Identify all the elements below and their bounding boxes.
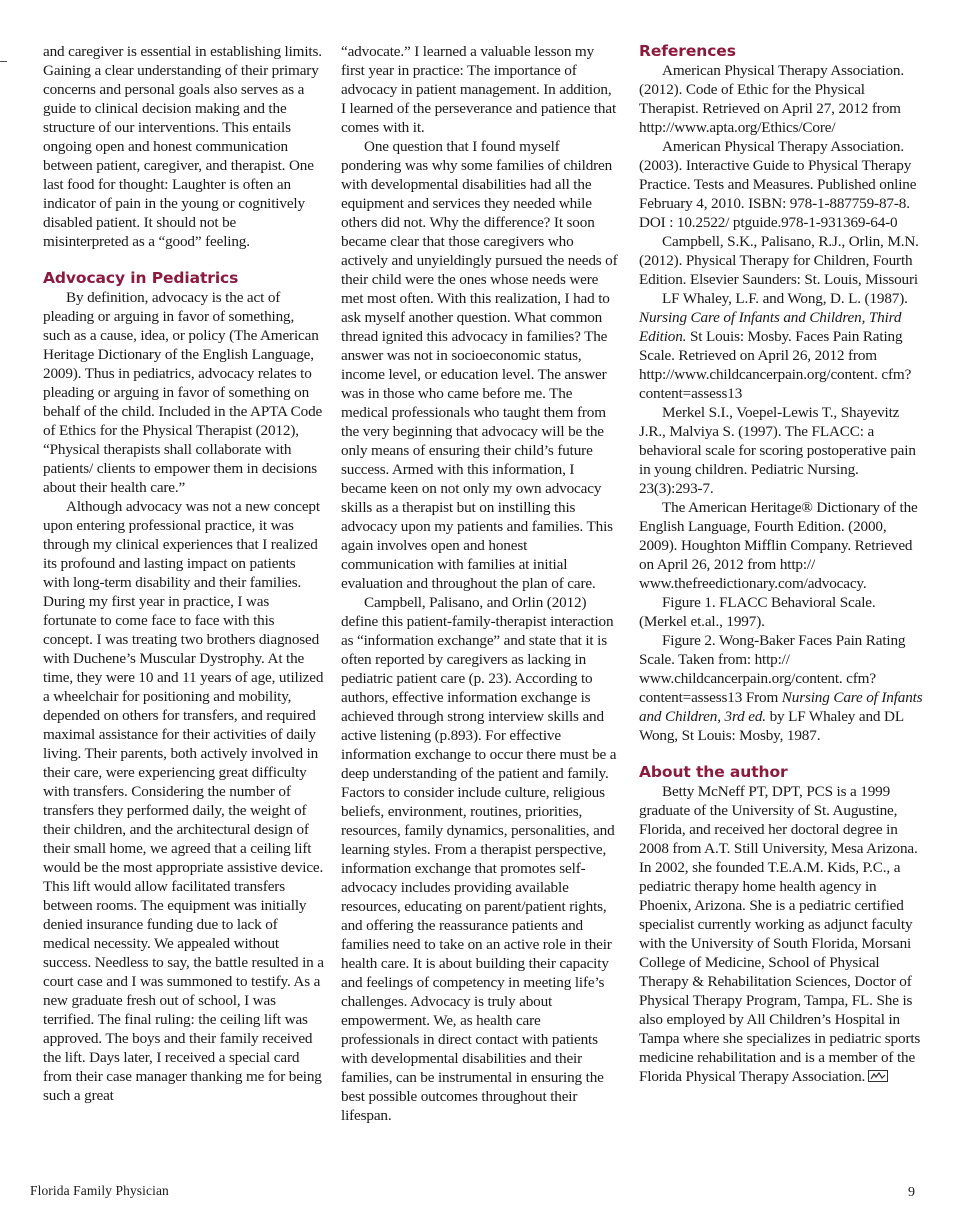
reference-item: Campbell, S.K., Palisano, R.J., Orlin, M.N. (2012). Physical Therapy for Children, Fourth Edition. Elsevier Saunders: St. Louis, Missouri xyxy=(639,233,919,288)
reference-text: Figure 2. Wong-Baker Faces Pain Rating Scale. Taken from: http:// www.childcancerpain.org/content. cfm?content=assess13 From xyxy=(639,632,906,706)
author-bio xyxy=(639,782,923,1086)
reference-text: LF Whaley, L.F. and Wong, D. L. (1987). xyxy=(662,290,908,307)
reference-item xyxy=(639,631,923,745)
reference-text: St Louis: Mosby. Faces Pain Rating Scale. Retrieved on April 26, 2012 from http://www.childcancerpain.org/content. cfm?content=assess13 xyxy=(639,328,912,402)
page-edge-mark xyxy=(0,61,7,62)
column-left xyxy=(43,42,325,1105)
experience-paragraph: Although advocacy was not a new concept upon entering professional practice, it was through my clinical experiences that I realized its profound and lasting impact on patients with long-term disability and their families. During my first year in practice, I was fortunate to come face to face with this concept. I was treating two brothers diagnosed with Duchene’s Muscular Dystrophy. At the time, they were 10 and 11 years of age, utilized a wheelchair for positioning and mobility, depended on others for transfers, and required maximal assistance for their activities of daily living. Their parents, both actively involved in their care, were experiencing great difficulty with transfers. Considering the number of transfers they performed daily, the weight of their children, and the architectural design of their small home, we agreed that a ceiling lift would be the most appropriate assistive device. This lift would allow facilitated transfers between rooms. The equipment was initially denied insurance funding due to lack of medical necessity. We appealed without success. Needless to say, the battle resulted in a court case and I was summoned to testify. As a new graduate fresh out of school, I was terrified. The final ruling: the ceiling lift was approved. The boys and their family received the lift. Days later, I received a special card from their case manager thanking me for being such a great xyxy=(43,498,324,1104)
about-author-heading: About the author xyxy=(639,763,788,781)
intro-paragraph: and caregiver is essential in establishing limits. Gaining a clear understanding of their primary concerns and personal goals also serves as a guide to clinical decision making and the structure of our interventions. This entails ongoing open and honest communication between patient, caregiver, and therapist. One last food for thought: Laughter is often an indicator of pain in the young or cognitively disabled patient. It should not be misinterpreted as a “good” feeling. xyxy=(43,43,322,250)
lesson-paragraph: “advocate.” I learned a valuable lesson my first year in practice: The importance of advocacy in patient management. In addition, I learned of the perseverance and patience that comes with it. xyxy=(341,43,617,136)
references-heading: References xyxy=(639,42,736,60)
reference-item: American Physical Therapy Association. (2012). Code of Ethic for the Physical Therapist. Retrieved on April 27, 2012 from http://www.apta.org/Ethics/Core/ xyxy=(639,62,905,136)
reference-title: Nursing Care of Infants and Children, 3rd ed. xyxy=(639,689,923,725)
question-paragraph: One question that I found myself pondering was why some families of children with developmental disabilities had all the equipment and services they needed while others did not. Why the difference? It soon became clear that those caregivers who actively and unyieldingly pursued the needs of their child were the ones whose needs were met most often. With this realization, I had to ask myself another question. What common thread ignited this advocacy in families? The answer was not in socioeconomic status, income level, or education level. The answer was in those who came before me. The medical professionals who taught them from the very beginning that advocacy will be the only means of ensuring their child’s future success. Armed with this information, I became keen on not only my own advocacy skills as a therapist but on instilling this advocacy upon my patients and families. This again involves open and honest communication with families at initial evaluation and throughout the plan of care. xyxy=(341,138,618,592)
end-of-article-icon xyxy=(868,1070,888,1082)
column-middle xyxy=(341,42,620,1125)
reference-title: Nursing Care of Infants and Children, Third Edition. xyxy=(639,309,902,345)
publication-name: Florida Family Physician xyxy=(30,1183,169,1198)
reference-item: The American Heritage® Dictionary of the English Language, Fourth Edition. (2000, 2009). Houghton Mifflin Company. Retrieved on April 26, 2012 from http:// www.thefreedictionary.com/advocacy. xyxy=(639,499,918,592)
reference-item: Merkel S.I., Voepel-Lewis T., Shayevitz J.R., Malviya S. (1997). The FLACC: a behavioral scale for scoring postoperative pain in young children. Pediatric Nursing. 23(3):293-7. xyxy=(639,404,916,497)
column-right xyxy=(639,42,923,1086)
reference-item xyxy=(639,289,923,403)
definition-paragraph: By definition, advocacy is the act of pleading or arguing in favor of something, such as a cause, idea, or policy (The American Heritage Dictionary of the English Language, 2009). Thus in pediatrics, advocacy relates to pleading or arguing in favor of something on behalf of the child. Included in the APTA Code of Ethics for the Physical Therapist (2012), “Physical therapists shall collaborate with patients/ clients to empower them in decisions about their health care.” xyxy=(43,289,323,496)
page-number: 9 xyxy=(908,1185,915,1200)
reference-item: Figure 1. FLACC Behavioral Scale. (Merkel et.al., 1997). xyxy=(639,594,876,630)
reference-item: American Physical Therapy Association. (2003). Interactive Guide to Physical Therapy Practice. Tests and Measures. Published online February 4, 2010. ISBN: 978-1-887759-87-8. DOI : 10.2522/ ptguide.978-1-931369-64-0 xyxy=(639,138,917,231)
advocacy-heading: Advocacy in Pediatrics xyxy=(43,269,239,287)
information-exchange-paragraph: Campbell, Palisano, and Orlin (2012) define this patient-family-therapist interaction as “information exchange” and state that it is often reported by caregivers as lacking in pediatric patient care (p. 23). According to authors, effective information exchange is achieved through strong interview skills and active listening (p.893). For effective information exchange to occur there must be a deep understanding of the patient and family. Factors to consider include culture, religious beliefs, environment, routines, priorities, resources, family dynamics, personalities, and learning styles. From a therapist perspective, information exchange that promotes self-advocacy includes providing available resources, educating on parent/patient rights, and offering the reassurance patients and families need to take on an active role in their health care. It is about building their capacity and feelings of competency in meeting life’s challenges. Advocacy is truly about empowerment. We, as health care professionals in direct contact with patients with developmental disabilities and their families, can be instrumental in ensuring the best possible outcomes throughout their lifespan. xyxy=(341,594,617,1124)
author-bio-text: Betty McNeff PT, DPT, PCS is a 1999 graduate of the University of St. Augustine, Florida, and received her doctoral degree in 2008 from A.T. Still University, Mesa Arizona. In 2002, she founded T.E.A.M. Kids, P.C., a pediatric therapy home health agency in Phoenix, Arizona. She is a pediatric certified specialist currently working as adjunct faculty with the University of South Florida, Morsani College of Medicine, School of Physical Therapy & Rehabilitation Sciences, Doctor of Physical Therapy Program, Tampa, FL. She is also employed by All Children’s Hospital in Tampa where she specializes in pediatric sports medicine rehabilitation and is a member of the Florida Physical Therapy Association. xyxy=(639,783,921,1085)
reference-text: by LF Whaley and DL Wong, St Louis: Mosby, 1987. xyxy=(639,708,904,744)
